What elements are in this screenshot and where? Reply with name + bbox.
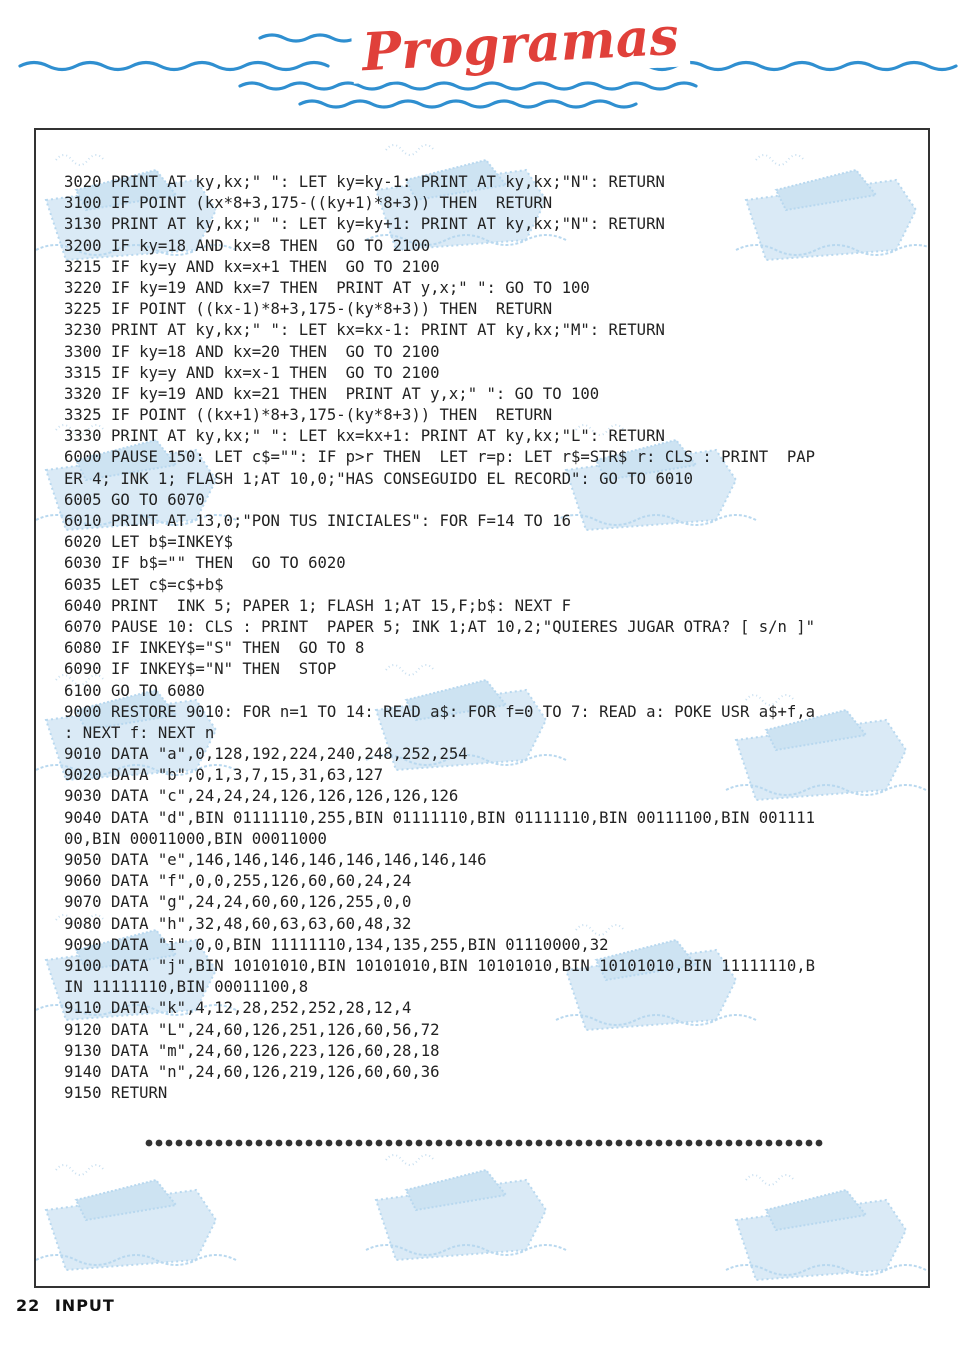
separator-dot [496,1140,503,1147]
separator-dot [196,1140,203,1147]
separator-dot [696,1140,703,1147]
separator-dot [346,1140,353,1147]
separator-dot [726,1140,733,1147]
code-line: 6030 IF b$="" THEN GO TO 6020 [64,554,346,573]
separator-dot [666,1140,673,1147]
page-footer [16,1296,123,1315]
separator-dot [286,1140,293,1147]
code-line: 9090 DATA "i",0,0,BIN 11111110,134,135,255,BIN 01110000,32 [64,935,609,954]
separator-dot [356,1140,363,1147]
separator-dot [646,1140,653,1147]
code-line: 9130 DATA "m",24,60,126,223,126,60,28,18 [64,1041,440,1060]
separator-dot [776,1140,783,1147]
code-line: 9150 RETURN [64,1084,168,1103]
separator-dot [716,1140,723,1147]
dot-separator [144,1138,824,1148]
separator-dot [406,1140,413,1147]
code-line: 6070 PAUSE 10: CLS : PRINT PAPER 5; INK 1;AT 10,2;"QUIERES JUGAR OTRA? [ s/n ]" [64,617,816,636]
separator-dot [276,1140,283,1147]
basic-program-listing [64,172,904,1104]
page-number: 22 [16,1296,41,1315]
separator-dot [756,1140,763,1147]
code-line: 9070 DATA "g",24,24,60,60,126,255,0,0 [64,893,412,912]
code-line: 3325 IF POINT ((kx+1)*8+3,175-(ky*8+3)) THEN RETURN [64,406,553,425]
separator-dot [376,1140,383,1147]
separator-dot [186,1140,193,1147]
separator-dot [236,1140,243,1147]
separator-dot [656,1140,663,1147]
separator-dot [386,1140,393,1147]
separator-dot [146,1140,153,1147]
code-line: 6000 PAUSE 150: LET c$="": IF p>r THEN LET r=p: LET r$=STR$ r: CLS : PRINT PAP [64,448,816,467]
code-line: 9120 DATA "L",24,60,126,251,126,60,56,72 [64,1020,440,1039]
code-line: 9030 DATA "c",24,24,24,126,126,126,126,126 [64,787,459,806]
separator-dot [426,1140,433,1147]
separator-dot [786,1140,793,1147]
separator-dot [516,1140,523,1147]
separator-dot [166,1140,173,1147]
separator-dot [686,1140,693,1147]
separator-dot [676,1140,683,1147]
separator-dot [506,1140,513,1147]
separator-dot [296,1140,303,1147]
separator-dot [476,1140,483,1147]
code-line: 3020 PRINT AT ky,kx;" ": LET ky=ky-1: PRINT AT ky,kx;"N": RETURN [64,173,665,191]
code-line: 9050 DATA "e",146,146,146,146,146,146,146,146 [64,851,487,869]
code-line: : NEXT f: NEXT n [64,723,215,742]
code-line: 9000 RESTORE 9010: FOR n=1 TO 14: READ a$: FOR f=0 TO 7: READ a: POKE USR a$+f,a [64,702,816,721]
separator-dot [486,1140,493,1147]
code-line: 00,BIN 00011000,BIN 00011000 [64,829,327,848]
separator-dot [246,1140,253,1147]
separator-dot [156,1140,163,1147]
separator-dot [546,1140,553,1147]
separator-dot [566,1140,573,1147]
code-line: IN 11111110,BIN 00011100,8 [64,978,309,997]
separator-dot [266,1140,273,1147]
separator-dot [256,1140,263,1147]
separator-dot [446,1140,453,1147]
separator-dot [456,1140,463,1147]
code-line: 3215 IF ky=y AND kx=x+1 THEN GO TO 2100 [64,257,440,276]
code-line: 9060 DATA "f",0,0,255,126,60,60,24,24 [64,872,412,891]
separator-dot [816,1140,823,1147]
code-line: ER 4; INK 1; FLASH 1;AT 10,0;"HAS CONSEGUIDO EL RECORD": GO TO 6010 [64,469,694,488]
code-line: 3200 IF ky=18 AND kx=8 THEN GO TO 2100 [64,236,431,255]
separator-dot [316,1140,323,1147]
code-line: 6100 GO TO 6080 [64,681,205,700]
code-line: 3330 PRINT AT ky,kx;" ": LET kx=kx+1: PRINT AT ky,kx;"L": RETURN [64,427,665,446]
separator-dot [596,1140,603,1147]
separator-dot [366,1140,373,1147]
separator-dot [326,1140,333,1147]
separator-dot [796,1140,803,1147]
separator-dot [466,1140,473,1147]
code-line: 6010 PRINT AT 13,0;"PON TUS INICIALES": FOR F=14 TO 16 [64,512,571,530]
code-line: 3100 IF POINT (kx*8+3,175-((ky+1)*8+3)) THEN RETURN [64,194,553,213]
separator-dot [706,1140,713,1147]
separator-dot [176,1140,183,1147]
separator-dot [226,1140,233,1147]
code-line: 9110 DATA "k",4,12,28,252,252,28,12,4 [64,999,412,1018]
code-line: 6080 IF INKEY$="S" THEN GO TO 8 [64,639,365,658]
separator-dot [636,1140,643,1147]
separator-dot [736,1140,743,1147]
code-line: 6020 LET b$=INKEY$ [64,533,233,552]
code-line: 9080 DATA "h",32,48,60,63,63,60,48,32 [64,914,412,933]
code-line: 3300 IF ky=18 AND kx=20 THEN GO TO 2100 [64,342,440,361]
code-line: 9010 DATA "a",0,128,192,224,240,248,252,254 [64,745,468,764]
separator-dot [206,1140,213,1147]
code-line: 3320 IF ky=19 AND kx=21 THEN PRINT AT y,x;" ": GO TO 100 [64,384,600,403]
code-line: 6090 IF INKEY$="N" THEN STOP [64,660,337,679]
separator-dot [766,1140,773,1147]
code-line: 9100 DATA "j",BIN 10101010,BIN 10101010,BIN 10101010,BIN 10101010,BIN 11111110,B [64,956,816,975]
separator-dot [536,1140,543,1147]
magazine-name: INPUT [54,1296,115,1315]
separator-dot [216,1140,223,1147]
code-line: 9040 DATA "d",BIN 01111110,255,BIN 01111110,BIN 01111110,BIN 00111100,BIN 001111 [64,808,816,827]
code-line: 6035 LET c$=c$+b$ [64,575,224,594]
code-line: 3230 PRINT AT ky,kx;" ": LET kx=kx-1: PRINT AT ky,kx;"M": RETURN [64,321,665,340]
separator-dot [606,1140,613,1147]
separator-dot [436,1140,443,1147]
separator-dot [616,1140,623,1147]
separator-dot [586,1140,593,1147]
separator-dot [746,1140,753,1147]
separator-dot [806,1140,813,1147]
separator-dot [626,1140,633,1147]
page-title: Programas [351,5,690,84]
header-banner [0,0,969,118]
code-line: 6005 GO TO 6070 [64,490,205,509]
code-line: 9020 DATA "b",0,1,3,7,15,31,63,127 [64,766,384,785]
separator-dot [576,1140,583,1147]
code-line: 3225 IF POINT ((kx-1)*8+3,175-(ky*8+3)) THEN RETURN [64,300,553,319]
separator-dot [336,1140,343,1147]
code-line: 3130 PRINT AT ky,kx;" ": LET ky=ky+1: PRINT AT ky,kx;"N": RETURN [64,215,665,234]
code-line: 9140 DATA "n",24,60,126,219,126,60,60,36 [64,1062,440,1081]
separator-dot [556,1140,563,1147]
separator-dot [526,1140,533,1147]
separator-dot [306,1140,313,1147]
separator-dot [396,1140,403,1147]
separator-dot [416,1140,423,1147]
program-frame [34,128,930,1288]
code-line: 6040 PRINT INK 5; PAPER 1; FLASH 1;AT 15,F;b$: NEXT F [64,596,571,615]
code-line: 3220 IF ky=19 AND kx=7 THEN PRINT AT y,x;" ": GO TO 100 [64,278,590,297]
code-line: 3315 IF ky=y AND kx=x-1 THEN GO TO 2100 [64,363,440,382]
